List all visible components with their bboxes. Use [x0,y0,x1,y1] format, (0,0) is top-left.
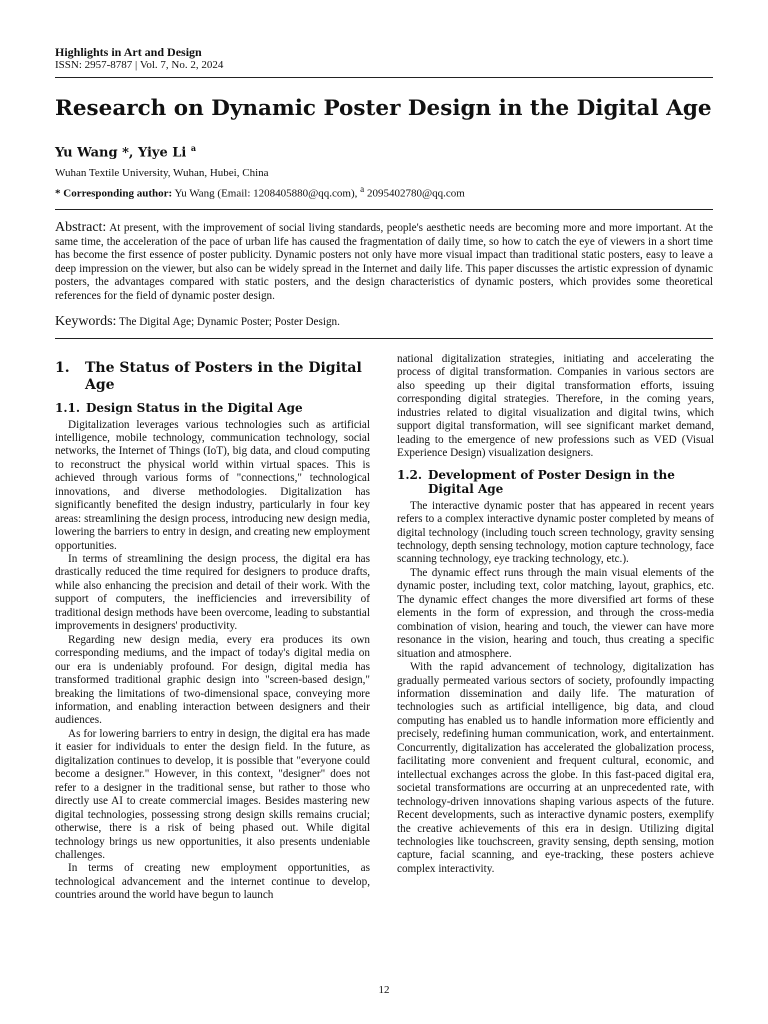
keywords-text: The Digital Age; Dynamic Poster; Poster Design. [116,316,340,328]
page-number: 12 [378,984,390,996]
affiliation: Wuhan Textile University, Wuhan, Hubei, China [55,167,269,179]
subsection-number: 1.1. [55,401,81,415]
header-rule [55,77,713,78]
section-heading [55,360,370,394]
subsection-heading [55,401,370,416]
subsection-title: Design Status in the Digital Age [86,401,303,415]
paragraph: The interactive dynamic poster that has appeared in recent years refers to a complex interactive dynamic poster completed by means of digital technology (including touch screen technology, gravity sensing technology, depth sensing technology, motion capture technology, face scanning technology, eye tracking technology, etc.). [397,499,714,566]
abstract-label: Abstract: [55,220,107,235]
journal-issn: ISSN: 2957-8787 | Vol. 7, No. 2, 2024 [55,59,224,71]
keywords [55,315,713,329]
paragraph: The dynamic effect runs through the main visual elements of the dynamic poster, including text, color matching, layout, graphics, etc. The dynamic effect changes the more diversified art forms of these elements in the form of expression, and through the cross-media combination of vision, hearing and touch, the viewer can have more resonance in the vision, hearing and touch, thus creating a specific situation and atmosphere. [397,566,714,660]
corresponding-text: Yu Wang (Email: 1208405880@qq.com), [172,187,361,200]
corresponding-label: * Corresponding author: [55,187,173,200]
paragraph: Digitalization leverages various technologies such as artificial intelligence, mobile technology, communication technology, social networks, the Internet of Things (IoT), big data, and cloud computing to reconstruct the physical world within virtual spaces. This is achieved through various forms of "connections," technological innovations, and diverse methodologies. Digitalization has significantly benefited the design industry, particularly in four key areas: streamlining the design process, introducing new design media, lowering the barriers to entry in design, and creating new employment opportunities. [55,418,370,552]
corresponding-author [55,183,465,201]
journal-name: Highlights in Art and Design [55,45,202,59]
section-number: 1. [55,360,70,376]
paragraph: With the rapid advancement of technology, digitalization has gradually permeated various sectors of society, profoundly impacting information dissemination and daily life. The maturation of technologies such as artificial intelligence, big data, and cloud computing has enabled us to handle information more efficiently and precisely, redefining human communication, work, and entertainment. Concurrently, digitalization has accelerated the globalization process, facilitating more convenient and frequent cultural, economic, and intellectual exchanges across the globe. In this fast-paced digital era, societal transformations are occurring at an unprecedented rate, with technology-driven innovations shaping various aspects of the future. Recent developments, such as interactive dynamic posters, exemplify the creative achievements of this era in design. Utilizing digital technologies like touchscreen, gravity sensing, depth sensing, motion capture, facial scanning, and eye-tracking, these posters achieve complex interactivity. [397,661,714,875]
abstract-bottom-rule [55,338,713,339]
paragraph: In terms of creating new employment opportunities, as technological advancement and the internet continue to develop, countries around the world have begun to launch [55,862,370,902]
left-column [55,360,370,903]
paper-title: Research on Dynamic Poster Design in the Digital Age [55,96,712,121]
subsection-number: 1.2. [397,467,423,482]
corresponding-text2: 2095402780@qq.com [364,187,465,200]
author-sup: a [190,143,197,153]
paragraph-continuation: national digitalization strategies, initiating and accelerating the process of digital transformation. Companies in various sectors are also speeding up their digital transformation efforts, issuing corresponding digital strategies. Therefore, in the coming years, industries related to digital visualization and digital twins, which support digital transformation, will see significant market demand, leading to the emergence of new professions such as VED (Visual Experience Design) visualization designers. [397,353,714,460]
journal-header [55,45,715,72]
abstract [55,221,713,304]
abstract-top-rule [55,209,713,210]
paragraph: Regarding new design media, every era produces its own corresponding mediums, and the impact of today's digital media on our era is undeniably profound. For design, digital media has transformed traditional graphic design into "screen-based design," breaking the limitations of two-dimensional space, conveying more information, and enabling interaction between designers and their audiences. [55,633,370,727]
subsection-heading [397,468,714,497]
author-names: Yu Wang *, Yiye Li [55,145,187,161]
keywords-label: Keywords: [55,314,117,329]
section-title: The Status of Posters in the Digital Age [85,360,362,393]
authors [55,140,196,161]
subsection-title: Development of Poster Design in the Digital Age [428,467,675,497]
corresponding-sup: a [360,184,365,194]
paragraph: In terms of streamlining the design process, the digital era has drastically reduced the time required for designers to produce drafts, while also enhancing the precision and detail of their work. With the support of computers, the inefficiencies and irreversibility of traditional design methods have been overcome, leading to substantial improvements in designers' productivity. [55,553,370,633]
paragraph: As for lowering barriers to entry in design, the digital era has made it easier for individuals to enter the design field. In the future, as digitalization continues to develop, it is possible that "everyone could become a designer." However, in this context, "designer" does not refer to a designer in the traditional sense, but rather to those who directly use AI to create commercial images. Besides mastering new digital technologies, possessing strong design skills remains crucial; otherwise, there is a risk of being phased out. While digital technology brings us new opportunities, it also presents undeniable challenges. [55,727,370,861]
right-column [397,353,714,876]
abstract-text: At present, with the improvement of social living standards, people's aesthetic needs are becoming more and more important. At the same time, the acceleration of the pace of urban life has caused the fragmentation of daily time, so how to catch the eye of viewers in a short time has become the first essence of poster publicity. Dynamic posters not only have more visual impact than traditional static posters, easy to leave a deep impression on the viewer, but also can be widely spread in the Internet and daily life. This paper discusses the artistic expression of dynamic posters, the advantages compared with static posters, and the design characteristics of dynamic posters, which provides some theoretical references for the field of dynamic poster design. [55,222,713,302]
